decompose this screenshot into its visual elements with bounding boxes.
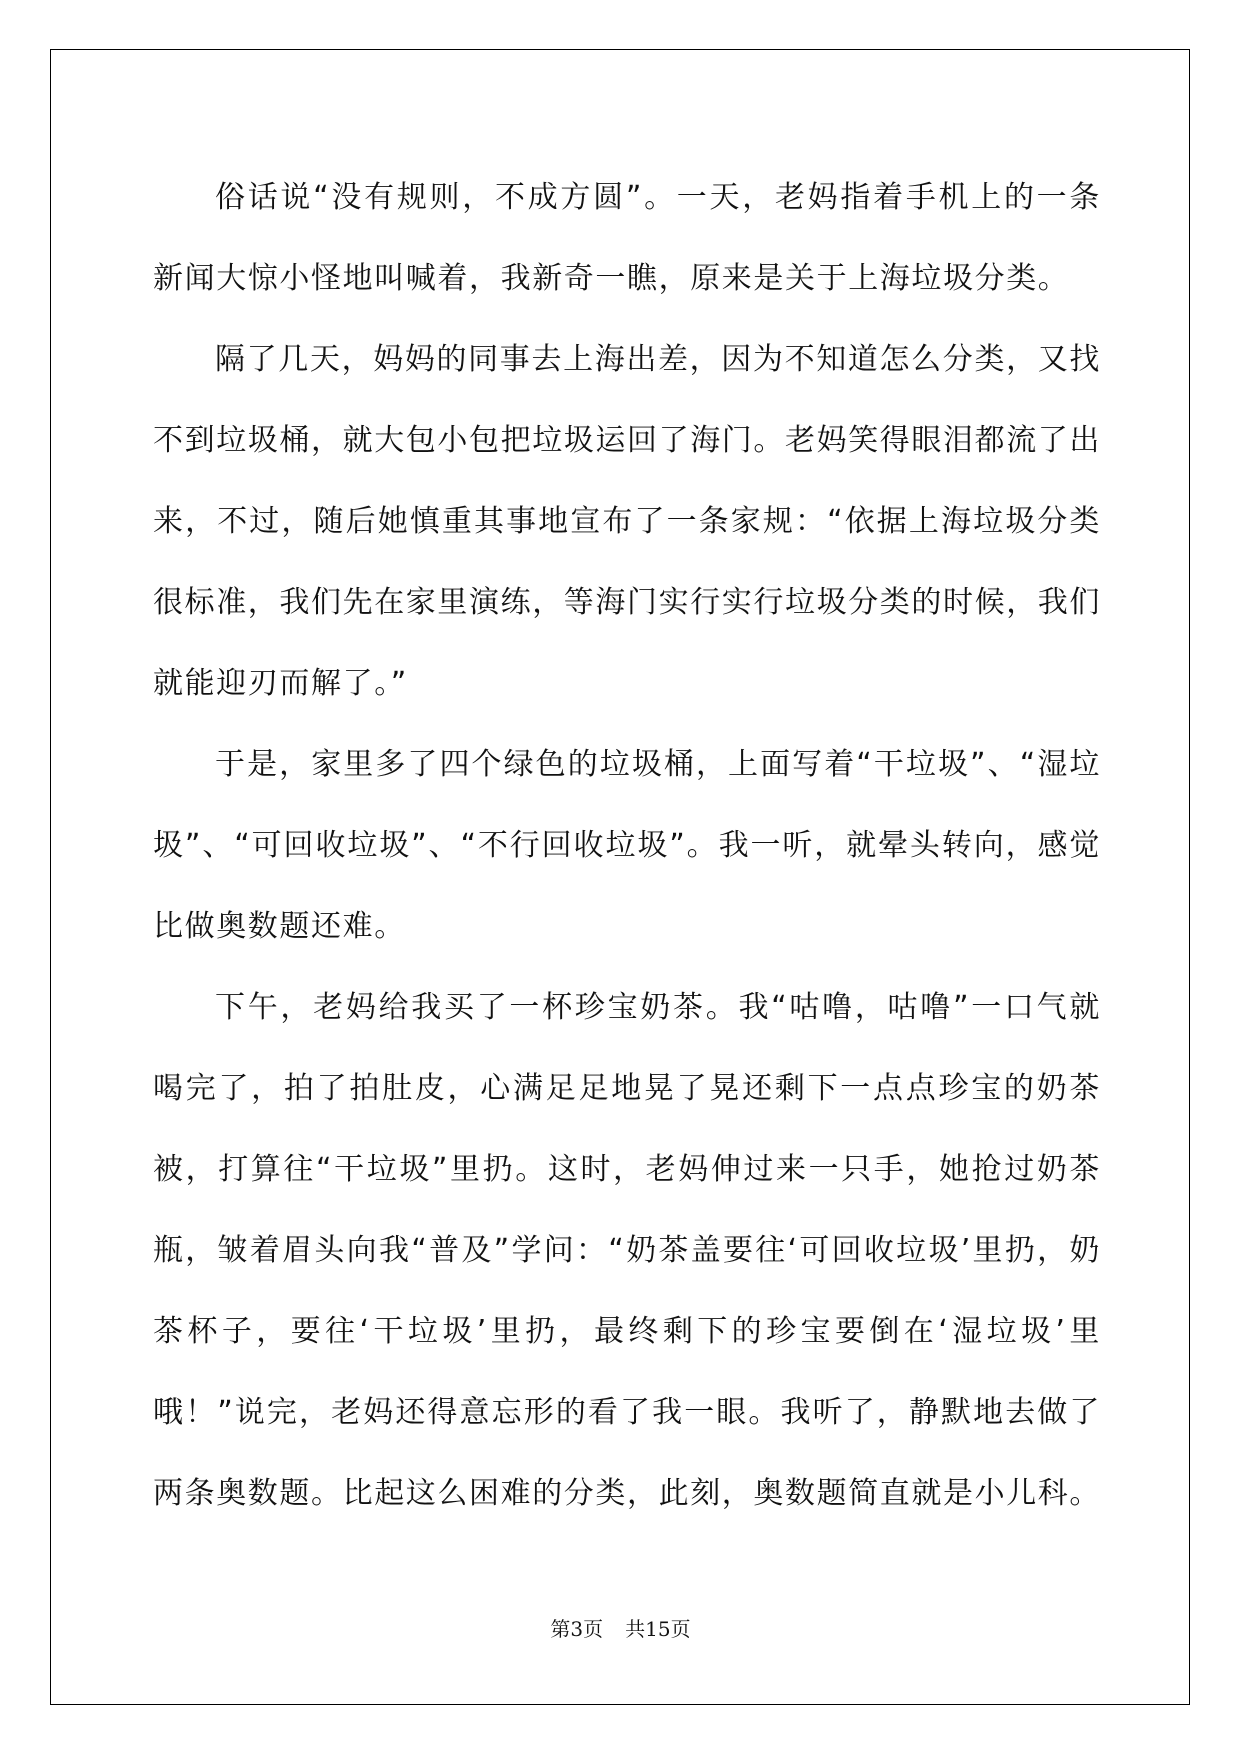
total-pages: 共15页 [625,1617,691,1641]
paragraph: 于是，家里多了四个绿色的垃圾桶，上面写着“干垃圾”、“湿垃圾”、“可回收垃圾”、“不行回收垃圾”。我一听，就晕头转向，感觉比做奥数题还难。 [153,747,1101,944]
paragraph: 隔了几天，妈妈的同事去上海出差，因为不知道怎么分类，又找不到垃圾桶，就大包小包把垃圾运回了海门。老妈笑得眼泪都流了出来，不过，随后她慎重其事地宣布了一条家规：“依据上海垃圾分类很标准，我们先在家里演练，等海门实行实行垃圾分类的时候，我们就能迎刃而解了。” [153,342,1101,701]
page-footer [0,1617,1241,1641]
paragraph: 俗话说“没有规则，不成方圆”。一天，老妈指着手机上的一条新闻大惊小怪地叫喊着，我新奇一瞧，原来是关于上海垃圾分类。 [153,180,1101,296]
page-number: 第3页 [550,1617,604,1641]
document-body [153,157,1101,1534]
paragraph: 下午，老妈给我买了一杯珍宝奶茶。我“咕噜，咕噜”一口气就喝完了，拍了拍肚皮，心满足足地晃了晃还剩下一点点珍宝的奶茶被，打算往“干垃圾”里扔。这时，老妈伸过来一只手，她抢过奶茶瓶，皱着眉头向我“普及”学问：“奶茶盖要往‘可回收垃圾’里扔，奶茶杯子，要往‘干垃圾’里扔，最终剩下的珍宝要倒在‘湿垃圾’里哦！”说完，老妈还得意忘形的看了我一眼。我听了，静默地去做了两条奥数题。比起这么困难的分类，此刻，奥数题简直就是小儿科。 [153,990,1101,1511]
